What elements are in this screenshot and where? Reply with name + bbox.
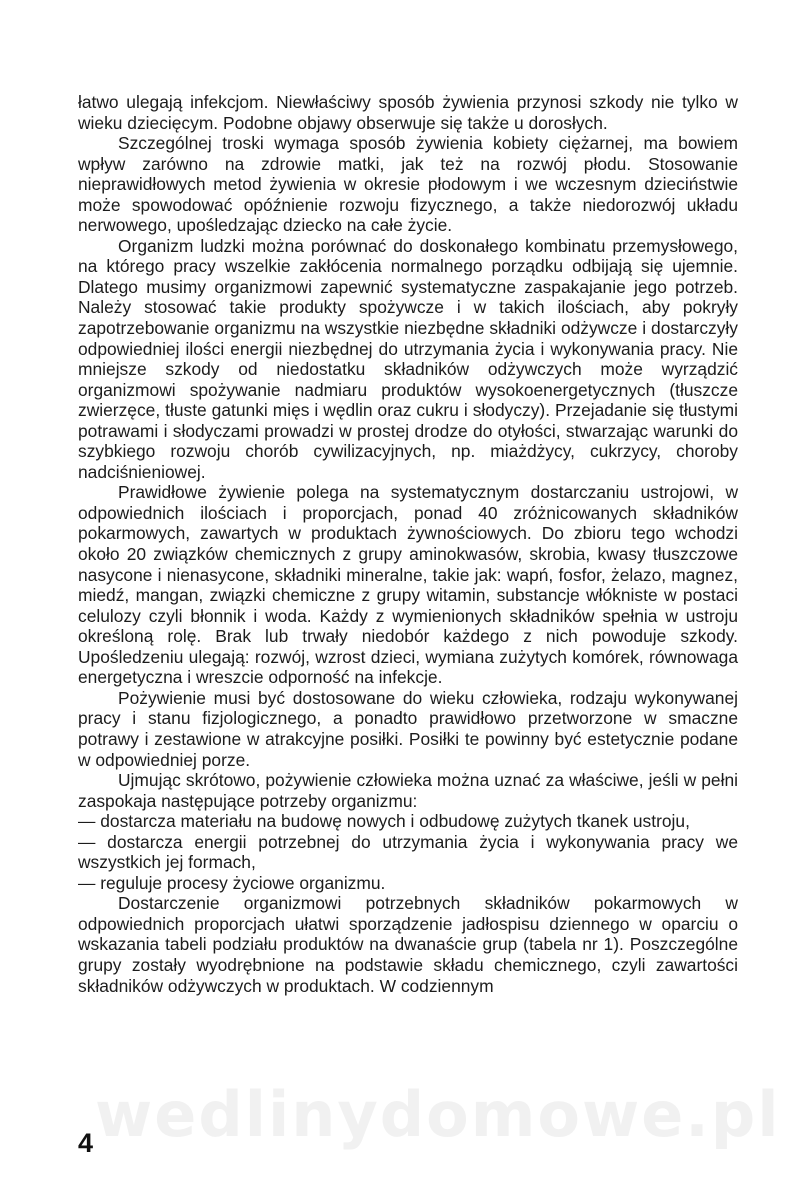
list-item-3: — reguluje procesy życiowe organizmu. (78, 872, 386, 893)
paragraph-5: Pożywienie musi być dostosowane do wieku człowieka, rodzaju wykonywanej pracy i stanu fizjologicznego, a ponadto prawidłowo przetworzone w smaczne potrawy i zestawione w atrakcyjne posiłki. Posiłki te powinny być estetycznie podane w odpowiedniej porze. (78, 687, 738, 770)
paragraph-3: Organizm ludzki można porównać do doskonałego kombinatu przemysłowego, na którego pracy wszelkie zakłócenia normalnego porządku odbijają się ujemnie. Dlatego musimy organizmowi zapewnić systematyczne zaspakajanie jego potrzeb. Należy stosować takie produkty spożywcze i w takich ilościach, aby pokryły zapotrzebowanie organizmu na wszystkie niezbędne składniki odżywcze i dostarczyły odpowiedniej ilości energii niezbędnej do utrzymania życia i wykonywania pracy. Nie mniejsze szkody od niedostatku składników odżywczych może wyrządzić organizmowi spożywanie nadmiaru produktów wysokoenergetycznych (tłuszcze zwierzęce, tłuste gatunki mięs i wędlin oraz cukru i słodyczy). Przejadanie się tłustymi potrawami i słodyczami prowadzi w prostej drodze do otyłości, stwarzając warunki do szybkiego rozwoju chorób cywilizacyjnych, np. miażdżycy, cukrzycy, choroby nadciśnieniowej. (78, 235, 738, 482)
paragraph-6: Ujmując skrótowo, pożywienie człowieka można uznać za właściwe, jeśli w pełni zaspokaja następujące potrzeby organizmu: (78, 770, 738, 811)
page-number: 4 (78, 1128, 94, 1158)
list-item-2: — dostarcza energii potrzebnej do utrzymania życia i wykonywania pracy we wszystkich jej formach, (78, 831, 738, 873)
watermark: wedlinydomowe.pl (95, 1078, 781, 1151)
page-body-text (78, 92, 738, 996)
paragraph-4: Prawidłowe żywienie polega na systematycznym dostarczaniu ustrojowi, w odpowiednich ilościach i proporcjach, ponad 40 zróżnicowanych składników pokarmowych, zawartych w produktach żywnościowych. Do zbioru tego wchodzi około 20 związków chemicznych z grupy aminokwasów, skrobia, kwasy tłuszczowe nasycone i nienasycone, składniki mineralne, takie jak: wapń, fosfor, żelazo, magnez, miedź, mangan, związki chemiczne z grupy witamin, substancje włókniste w postaci celulozy czyli błonnik i woda. Każdy z wymienionych składników spełnia w ustroju określoną rolę. Brak lub trwały niedobór każdego z nich powoduje szkody. Upośledzeniu ulegają: rozwój, wzrost dzieci, wymiana zużytych komórek, równowaga energetyczna i wreszcie odporność na infekcje. (78, 482, 738, 688)
list-item-1: — dostarcza materiału na budowę nowych i odbudowę zużytych tkanek ustroju, (78, 811, 690, 832)
paragraph-7: Dostarczenie organizmowi potrzebnych składników pokarmowych w odpowiednich proporcjach ułatwi sporządzenie jadłospisu dziennego w oparciu o wskazania tabeli podziału produktów na dwanaście grup (tabela nr 1). Poszczególne grupy zostały wyodrębnione na podstawie składu chemicznego, czyli zawartości składników odżywczych w produktach. W codziennym (78, 893, 738, 996)
paragraph-2: Szczególnej troski wymaga sposób żywienia kobiety ciężarnej, ma bowiem wpływ zarówno na zdrowie matki, jak też na rozwój płodu. Stosowanie nieprawidłowych metod żywienia w okresie płodowym i we wczesnym dzieciństwie może spowodować opóźnienie rozwoju fizycznego, a także niedorozwój układu nerwowego, upośledzając dziecko na całe życie. (78, 133, 738, 236)
paragraph-1: łatwo ulegają infekcjom. Niewłaściwy sposób żywienia przynosi szkody nie tylko w wieku dziecięcym. Podobne objawy obserwuje się także u dorosłych. (78, 92, 738, 133)
